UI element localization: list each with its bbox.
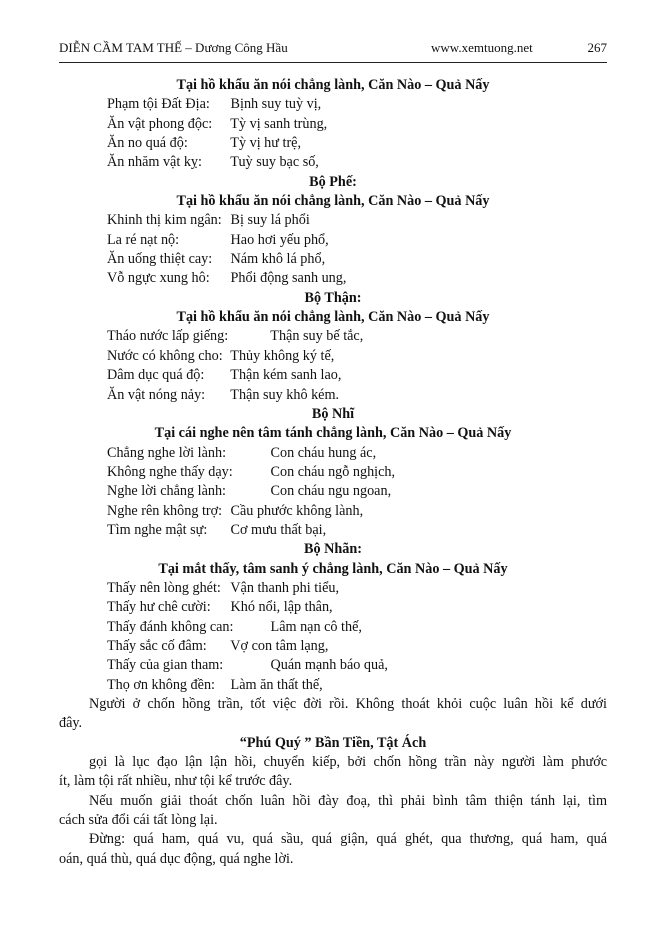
verse-effect: Tỳ vị sanh trùng, bbox=[230, 115, 328, 132]
paragraph-line: đây. bbox=[59, 715, 83, 732]
verse-line bbox=[59, 579, 607, 598]
verse-effect: Con cháu ngỗ nghịch, bbox=[270, 463, 396, 480]
verse-cause: Không nghe thấy dạy: bbox=[107, 463, 233, 480]
verse-line bbox=[59, 211, 607, 230]
header-rule bbox=[59, 62, 607, 63]
verse-effect: Thận suy khô kém. bbox=[230, 386, 340, 403]
paragraph-line: cách sửa đổi cái tất lòng lại. bbox=[59, 812, 218, 829]
verse-line bbox=[59, 502, 607, 521]
website-url: www.xemtuong.net bbox=[431, 40, 533, 55]
verse-effect: Tuỳ suy bạc số, bbox=[230, 154, 319, 171]
paragraph-line: Người ở chốn hồng trần, tốt việc đời rồi. Không thoát khỏi cuộc luân hồi kể dưới bbox=[89, 696, 607, 712]
verse-effect: Vợ con tâm lạng, bbox=[230, 637, 329, 654]
verse-cause: Dâm dục quá độ: bbox=[107, 367, 205, 384]
verse-cause: Vỗ ngực xung hô: bbox=[107, 270, 210, 287]
verse-cause: Ăn vật nóng nảy: bbox=[107, 386, 206, 403]
verse-effect: Tỳ vị hư trệ, bbox=[230, 135, 302, 152]
verse-cause: Ăn nhăm vật kỵ: bbox=[107, 154, 202, 171]
verse-cause: Ăn vật phong độc: bbox=[107, 115, 213, 132]
verse-cause: Thọ ơn không đền: bbox=[107, 676, 215, 693]
verse-cause: Thấy đánh không can: bbox=[107, 618, 234, 635]
verse-effect: Nám khô lá phổ, bbox=[230, 251, 326, 268]
section-heading: Bộ Nhĩ bbox=[311, 405, 355, 422]
verse-line bbox=[59, 95, 607, 114]
verse-line bbox=[59, 327, 607, 346]
verse-line bbox=[59, 676, 607, 695]
verse-effect: Lâm nạn cô thế, bbox=[270, 618, 362, 635]
section-heading: Tại hồ khẩu ăn nói chẳng lành, Căn Nào – Quả Nấy bbox=[176, 193, 490, 210]
verse-line bbox=[59, 347, 607, 366]
paragraph-line: Nếu muốn giải thoát chốn luân hồi đày đoạ, thì phải bình tâm thiện tánh lại, tìm bbox=[89, 792, 607, 809]
verse-cause: Thấy nên lòng ghét: bbox=[107, 579, 221, 596]
page-body bbox=[59, 76, 607, 869]
section-heading: Tại hồ khẩu ăn nói chẳng lành, Căn Nào – Quả Nấy bbox=[176, 309, 490, 326]
verse-cause: Ăn uống thiệt cay: bbox=[107, 251, 213, 268]
section-heading: Tại cái nghe nên tâm tánh chẳng lành, Căn Nào – Quả Nấy bbox=[154, 425, 512, 442]
verse-effect: Bị suy lá phổi bbox=[230, 212, 310, 229]
verse-line bbox=[59, 115, 607, 134]
verse-cause: Tháo nước lấp giếng: bbox=[107, 328, 229, 345]
verse-cause: Chẳng nghe lời lành: bbox=[107, 444, 227, 461]
verse-effect: Phổi động sanh ung, bbox=[230, 270, 347, 287]
verse-effect: Làm ăn thất thế, bbox=[230, 676, 323, 693]
paragraph-line: gọi là lục đạo lận lận hồi, chuyển kiếp, bởi chốn hồng trần này người làm phước bbox=[89, 754, 607, 771]
verse-cause: Ăn no quá độ: bbox=[107, 135, 188, 152]
verse-cause: La ré nạt nộ: bbox=[107, 231, 180, 248]
verse-line bbox=[59, 250, 607, 269]
paragraph-line: ít, làm tội rất nhiều, như tội kể trước đây. bbox=[59, 773, 293, 790]
page-number: 267 bbox=[587, 40, 607, 55]
verse-line bbox=[59, 618, 607, 637]
verse-effect: Thận kém sanh lao, bbox=[230, 367, 342, 384]
verse-effect: Khó nổi, lập thân, bbox=[230, 599, 333, 616]
verse-effect: Quán mạnh báo quả, bbox=[270, 657, 388, 674]
book-title: DIỄN CẦM TAM THẾ – Dương Công Hầu bbox=[59, 40, 288, 55]
verse-effect: Thận suy bế tắc, bbox=[270, 328, 364, 345]
section-heading: Bộ Phế: bbox=[309, 173, 357, 190]
verse-line bbox=[59, 386, 607, 405]
verse-line bbox=[59, 444, 607, 463]
section-heading: Tại hồ khẩu ăn nói chẳng lành, Căn Nào – Quả Nấy bbox=[176, 77, 490, 93]
verse-line bbox=[59, 366, 607, 385]
verse-effect: Bịnh suy tuỳ vị, bbox=[230, 96, 322, 113]
verse-line bbox=[59, 598, 607, 617]
verse-effect: Hao hơi yếu phổ, bbox=[230, 231, 329, 248]
verse-line bbox=[59, 521, 607, 540]
verse-cause: Thấy sắc cố đâm: bbox=[107, 637, 207, 654]
verse-line bbox=[59, 482, 607, 501]
verse-line bbox=[59, 153, 607, 172]
verse-effect: Con cháu hung ác, bbox=[270, 444, 377, 461]
section-heading: Tại mắt thấy, tâm sanh ý chẳng lành, Căn Nào – Quả Nấy bbox=[158, 560, 508, 577]
verse-line bbox=[59, 231, 607, 250]
verse-cause: Nước có không cho: bbox=[107, 347, 223, 364]
verse-cause: Phạm tội Đất Địa: bbox=[107, 96, 210, 113]
verse-line bbox=[59, 656, 607, 675]
paragraph-line: Đừng: quá ham, quá vu, quá sầu, quá giận, quá ghét, qua thương, quá ham, quá bbox=[89, 831, 607, 848]
section-heading: Bộ Nhãn: bbox=[304, 541, 362, 558]
verse-line bbox=[59, 637, 607, 656]
section-heading: Bộ Thận: bbox=[304, 289, 362, 306]
verse-line bbox=[59, 463, 607, 482]
verse-cause: Tìm nghe mật sự: bbox=[107, 521, 208, 538]
verse-line bbox=[59, 134, 607, 153]
verse-cause: Thấy hư chê cười: bbox=[107, 599, 211, 616]
paragraph-line: oán, quá thù, quá dục động, quá nghe lời. bbox=[59, 850, 294, 867]
verse-cause: Nghe rên không trợ: bbox=[107, 502, 223, 519]
verse-cause: Thấy của gian tham: bbox=[107, 657, 224, 674]
verse-effect: Cầu phước không lành, bbox=[230, 502, 364, 519]
verse-cause: Nghe lời chẳng lành: bbox=[107, 483, 227, 500]
verse-cause: Khinh thị kim ngân: bbox=[107, 212, 222, 229]
verse-line bbox=[59, 269, 607, 288]
verse-effect: Vận thanh phi tiểu, bbox=[230, 579, 340, 596]
verse-effect: Thủy không ký tế, bbox=[230, 347, 335, 364]
verse-effect: Cơ mưu thất bại, bbox=[230, 521, 327, 538]
page-header bbox=[59, 40, 607, 62]
verse-effect: Con cháu ngu ngoan, bbox=[270, 483, 392, 500]
section-heading: “Phú Quý ” Bần Tiền, Tật Ách bbox=[239, 734, 427, 751]
